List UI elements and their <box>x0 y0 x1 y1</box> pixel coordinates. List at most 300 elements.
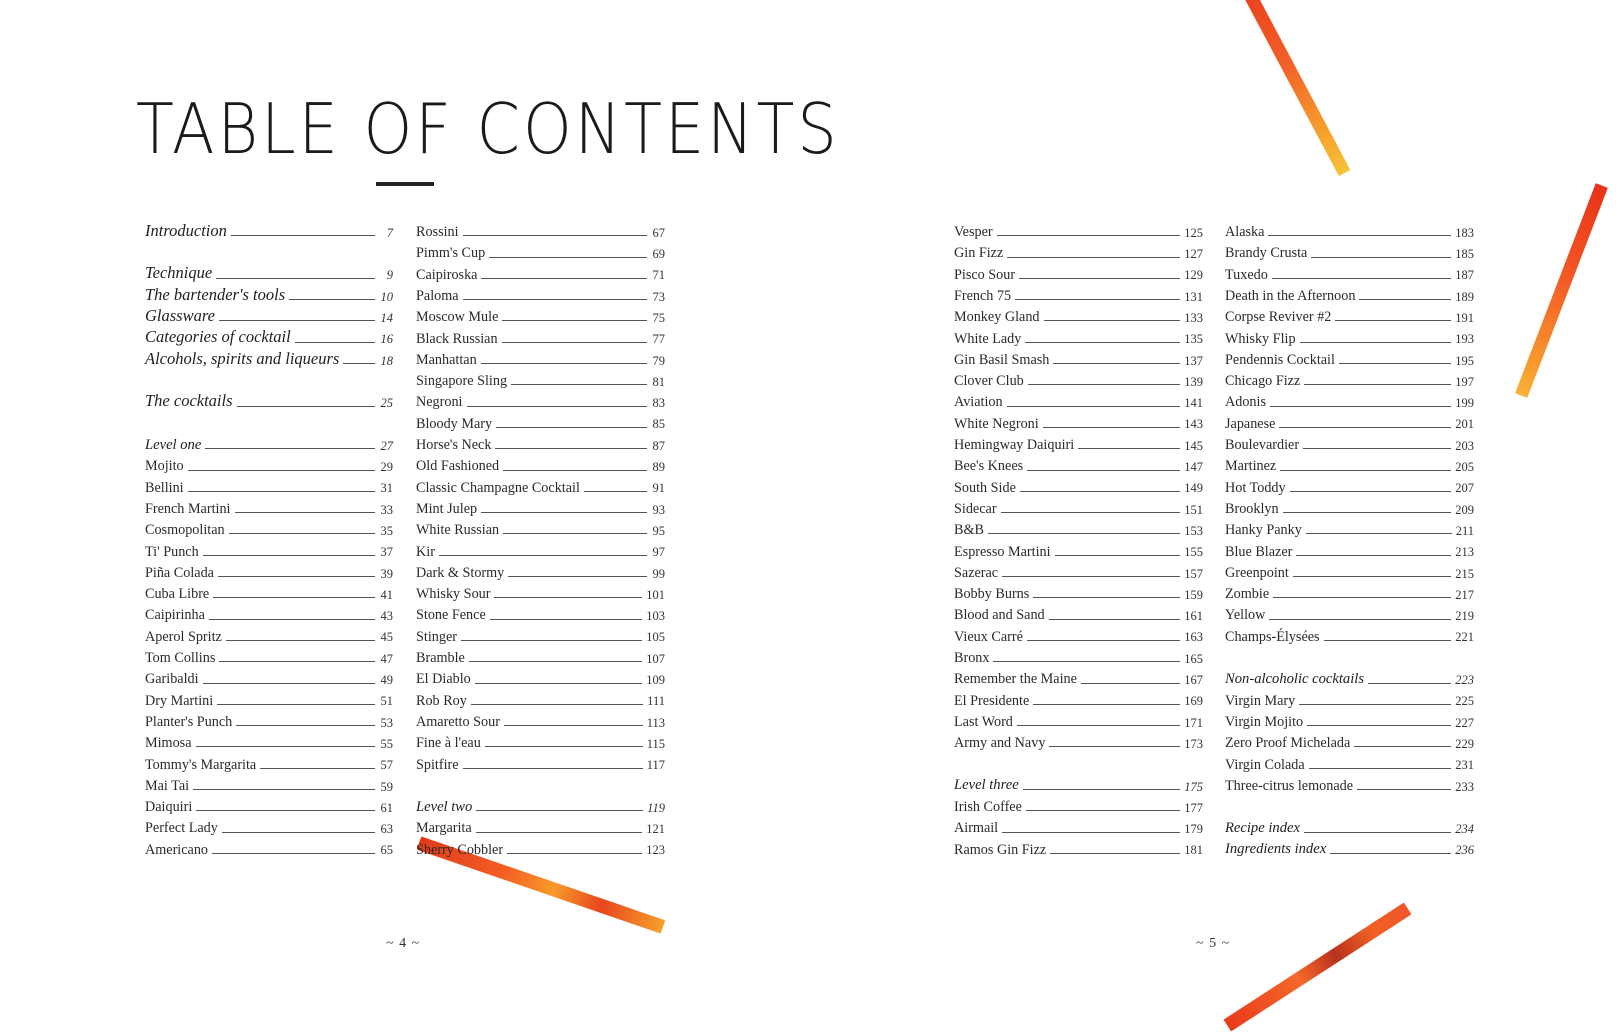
toc-entry[interactable] <box>145 665 393 686</box>
dot-leader <box>212 853 375 854</box>
toc-entry-page: 93 <box>652 502 665 517</box>
toc-entry[interactable] <box>954 452 1203 473</box>
dot-leader <box>993 661 1180 662</box>
toc-entry-label: Paloma <box>416 287 459 304</box>
toc-entry[interactable] <box>416 665 665 686</box>
toc-entry-label: Daiquiri <box>145 799 193 816</box>
toc-section-heading[interactable] <box>145 431 393 452</box>
dot-leader <box>502 320 647 321</box>
toc-entry[interactable] <box>1225 729 1474 750</box>
toc-entry[interactable] <box>145 750 393 771</box>
toc-entry-page: 77 <box>652 332 665 347</box>
toc-entry-page: 103 <box>646 609 665 624</box>
toc-section-heading[interactable] <box>145 218 393 239</box>
toc-entry-page: 139 <box>1184 374 1203 389</box>
dot-leader <box>1044 320 1181 321</box>
dot-leader <box>289 299 375 300</box>
dot-leader <box>213 597 375 598</box>
toc-entry[interactable] <box>1225 218 1474 239</box>
toc-entry[interactable] <box>416 388 665 409</box>
toc-entry[interactable] <box>954 644 1203 665</box>
toc-entry[interactable] <box>145 474 393 495</box>
toc-entry[interactable] <box>416 367 665 388</box>
toc-entry[interactable] <box>145 793 393 814</box>
toc-entry[interactable] <box>416 559 665 580</box>
toc-entry[interactable] <box>145 537 393 558</box>
toc-entry-label: Martinez <box>1225 458 1277 475</box>
toc-section-heading[interactable] <box>145 282 393 303</box>
toc-entry[interactable] <box>1225 282 1474 303</box>
toc-entry-label: Amaretto Sour <box>416 713 500 730</box>
toc-entry-label: Greenpoint <box>1225 564 1289 581</box>
toc-entry-label: French Martini <box>145 500 231 517</box>
dot-leader <box>1357 789 1451 790</box>
toc-entry-page: 111 <box>647 694 665 709</box>
toc-entry[interactable] <box>954 495 1203 516</box>
toc-spacer <box>954 750 1203 771</box>
toc-entry[interactable] <box>1225 623 1474 644</box>
toc-entry-page: 7 <box>386 225 393 240</box>
toc-entry[interactable] <box>145 495 393 516</box>
toc-spacer <box>1225 793 1474 814</box>
dot-leader <box>235 512 376 513</box>
toc-column-2 <box>416 218 665 857</box>
toc-entry[interactable] <box>416 623 665 644</box>
toc-entry[interactable] <box>954 665 1203 686</box>
toc-entry-page: 35 <box>380 523 393 538</box>
toc-entry-label: Vesper <box>954 224 993 241</box>
toc-entry-page: 25 <box>380 396 393 411</box>
toc-entry-page: 137 <box>1184 353 1203 368</box>
toc-entry[interactable] <box>1225 410 1474 431</box>
dot-leader <box>229 533 375 534</box>
toc-entry[interactable] <box>1225 431 1474 452</box>
toc-entry-label: Corpse Reviver #2 <box>1225 309 1332 326</box>
toc-entry-page: 153 <box>1184 523 1203 538</box>
toc-entry[interactable] <box>954 537 1203 558</box>
toc-section-heading[interactable] <box>416 793 665 814</box>
dot-leader <box>507 853 642 854</box>
decorative-stripe <box>1515 183 1608 398</box>
toc-entry-label: The cocktails <box>145 391 233 411</box>
dot-leader <box>226 640 375 641</box>
toc-entry-page: 173 <box>1184 736 1203 751</box>
toc-entry[interactable] <box>1225 452 1474 473</box>
toc-column-1 <box>145 218 393 857</box>
toc-entry-label: Irish Coffee <box>954 799 1022 816</box>
toc-entry[interactable] <box>145 559 393 580</box>
toc-entry-page: 61 <box>380 800 393 815</box>
toc-entry[interactable] <box>145 687 393 708</box>
toc-entry-page: 115 <box>646 736 665 751</box>
toc-entry[interactable] <box>954 687 1203 708</box>
toc-entry[interactable] <box>1225 324 1474 345</box>
toc-entry-label: Ingredients index <box>1225 841 1327 858</box>
dot-leader <box>476 810 643 811</box>
toc-entry-page: 79 <box>652 353 665 368</box>
toc-section-heading[interactable] <box>1225 665 1474 686</box>
toc-entry-label: Planter's Punch <box>145 713 233 730</box>
dot-leader <box>1270 406 1451 407</box>
toc-entry-label: Stone Fence <box>416 607 486 624</box>
toc-section-heading[interactable] <box>145 346 393 367</box>
toc-entry[interactable] <box>1225 261 1474 282</box>
dot-leader <box>203 683 375 684</box>
toc-entry[interactable] <box>416 836 665 857</box>
dot-leader <box>1359 299 1451 300</box>
dot-leader <box>1279 427 1451 428</box>
toc-entry-label: Piña Colada <box>145 564 214 581</box>
toc-entry-page: 175 <box>1184 779 1203 794</box>
toc-entry[interactable] <box>1225 346 1474 367</box>
toc-entry-label: Level two <box>416 798 473 815</box>
toc-entry-label: Kir <box>416 543 435 560</box>
toc-entry-page: 213 <box>1455 545 1474 560</box>
toc-entry[interactable] <box>416 346 665 367</box>
toc-entry-page: 31 <box>380 481 393 496</box>
toc-entry[interactable] <box>416 282 665 303</box>
toc-entry-page: 233 <box>1455 779 1474 794</box>
toc-entry-page: 97 <box>652 545 665 560</box>
dot-leader <box>1053 363 1180 364</box>
toc-entry[interactable] <box>416 474 665 495</box>
toc-entry-label: Classic Champagne Cocktail <box>416 479 580 496</box>
dot-leader <box>988 533 1180 534</box>
toc-entry[interactable] <box>416 814 665 835</box>
toc-entry[interactable] <box>416 580 665 601</box>
toc-entry-page: 27 <box>380 438 393 453</box>
dot-leader <box>1055 555 1181 556</box>
toc-entry-page: 215 <box>1455 566 1474 581</box>
toc-entry-page: 59 <box>380 779 393 794</box>
toc-column-3 <box>954 218 1203 857</box>
toc-entry-label: Moscow Mule <box>416 309 499 326</box>
toc-spacer <box>145 410 393 431</box>
toc-entry-page: 81 <box>652 374 665 389</box>
toc-entry[interactable] <box>416 537 665 558</box>
toc-entry-page: 189 <box>1455 289 1474 304</box>
toc-entry[interactable] <box>954 729 1203 750</box>
dot-leader <box>511 384 647 385</box>
toc-entry-page: 14 <box>380 310 393 325</box>
dot-leader <box>219 661 375 662</box>
dot-leader <box>1309 768 1452 769</box>
toc-entry[interactable] <box>954 324 1203 345</box>
dot-leader <box>1027 640 1180 641</box>
toc-entry[interactable] <box>145 452 393 473</box>
toc-entry[interactable] <box>1225 388 1474 409</box>
toc-entry-label: Technique <box>145 263 213 283</box>
toc-entry[interactable] <box>954 346 1203 367</box>
toc-entry[interactable] <box>416 410 665 431</box>
toc-entry[interactable] <box>954 601 1203 622</box>
toc-entry-page: 85 <box>652 417 665 432</box>
toc-entry-label: Clover Club <box>954 373 1024 390</box>
toc-entry-label: Zero Proof Michelada <box>1225 735 1351 752</box>
dot-leader <box>503 533 647 534</box>
toc-entry-page: 207 <box>1455 481 1474 496</box>
toc-entry-label: Mai Tai <box>145 777 190 794</box>
toc-entry[interactable] <box>954 303 1203 324</box>
toc-entry[interactable] <box>416 218 665 239</box>
dot-leader <box>496 427 647 428</box>
toc-entry[interactable] <box>416 516 665 537</box>
toc-entry-label: Singapore Sling <box>416 373 508 390</box>
toc-entry-label: Ti' Punch <box>145 543 199 560</box>
toc-section-heading[interactable] <box>1225 814 1474 835</box>
toc-entry-label: Hemingway Daiquiri <box>954 437 1075 454</box>
toc-entry[interactable] <box>954 559 1203 580</box>
dot-leader <box>1293 576 1451 577</box>
toc-section-heading[interactable] <box>1225 836 1474 857</box>
toc-entry-label: Horse's Neck <box>416 437 492 454</box>
dot-leader <box>489 257 647 258</box>
toc-entry-label: Monkey Gland <box>954 309 1040 326</box>
toc-entry-label: B&B <box>954 522 984 539</box>
toc-entry-page: 101 <box>646 587 665 602</box>
toc-entry[interactable] <box>1225 772 1474 793</box>
toc-entry-label: Margarita <box>416 820 472 837</box>
toc-entry-label: Japanese <box>1225 415 1276 432</box>
toc-entry-label: Gin Fizz <box>954 245 1004 262</box>
dot-leader <box>1002 576 1180 577</box>
toc-entry-page: 16 <box>380 332 393 347</box>
toc-entry[interactable] <box>1225 474 1474 495</box>
dot-leader <box>1025 342 1180 343</box>
toc-entry[interactable] <box>1225 559 1474 580</box>
toc-entry[interactable] <box>145 580 393 601</box>
toc-entry[interactable] <box>416 303 665 324</box>
dot-leader <box>1028 384 1180 385</box>
toc-entry-label: Virgin Colada <box>1225 756 1305 773</box>
toc-entry[interactable] <box>954 239 1203 260</box>
dot-leader <box>1049 746 1180 747</box>
dot-leader <box>1020 491 1180 492</box>
toc-entry[interactable] <box>416 431 665 452</box>
toc-entry-page: 65 <box>380 843 393 858</box>
toc-section-heading[interactable] <box>954 772 1203 793</box>
toc-entry[interactable] <box>954 410 1203 431</box>
toc-entry-label: El Diablo <box>416 671 471 688</box>
toc-entry[interactable] <box>416 687 665 708</box>
toc-entry[interactable] <box>954 516 1203 537</box>
toc-entry[interactable] <box>1225 495 1474 516</box>
dot-leader <box>1002 832 1180 833</box>
dot-leader <box>1354 746 1451 747</box>
toc-entry-label: Boulevardier <box>1225 437 1300 454</box>
toc-entry[interactable] <box>954 367 1203 388</box>
toc-entry-page: 45 <box>380 630 393 645</box>
toc-entry-label: Spitfire <box>416 756 459 773</box>
toc-entry[interactable] <box>954 708 1203 729</box>
toc-entry-page: 201 <box>1455 417 1474 432</box>
toc-entry[interactable] <box>145 708 393 729</box>
dot-leader <box>1268 235 1451 236</box>
dot-leader <box>1015 299 1180 300</box>
toc-entry[interactable] <box>1225 303 1474 324</box>
toc-entry-page: 209 <box>1455 502 1474 517</box>
toc-entry[interactable] <box>416 601 665 622</box>
toc-entry-page: 135 <box>1184 332 1203 347</box>
toc-entry-label: Brooklyn <box>1225 500 1279 517</box>
toc-section-heading[interactable] <box>145 388 393 409</box>
toc-entry-page: 113 <box>646 715 665 730</box>
dot-leader <box>188 491 375 492</box>
toc-entry[interactable] <box>416 750 665 771</box>
toc-entry[interactable] <box>954 282 1203 303</box>
dot-leader <box>1272 278 1451 279</box>
toc-entry-label: Categories of cocktail <box>145 327 291 347</box>
toc-entry[interactable] <box>145 644 393 665</box>
toc-entry[interactable] <box>145 623 393 644</box>
toc-entry-page: 223 <box>1455 673 1474 688</box>
dot-leader <box>1280 470 1451 471</box>
toc-entry-page: 229 <box>1455 736 1474 751</box>
toc-entry-label: Remember the Maine <box>954 671 1077 688</box>
dot-leader <box>502 342 647 343</box>
dot-leader <box>481 363 647 364</box>
dot-leader <box>1078 448 1180 449</box>
toc-entry[interactable] <box>416 239 665 260</box>
toc-entry-label: South Side <box>954 479 1016 496</box>
dot-leader <box>481 278 647 279</box>
toc-entry[interactable] <box>954 793 1203 814</box>
toc-entry-label: Ramos Gin Fizz <box>954 841 1047 858</box>
toc-entry-page: 99 <box>652 566 665 581</box>
toc-entry[interactable] <box>145 814 393 835</box>
dot-leader <box>439 555 647 556</box>
toc-entry[interactable] <box>954 580 1203 601</box>
toc-entry-page: 75 <box>652 310 665 325</box>
toc-entry-page: 143 <box>1184 417 1203 432</box>
dot-leader <box>1049 619 1181 620</box>
toc-entry-label: Hanky Panky <box>1225 522 1302 539</box>
dot-leader <box>584 491 647 492</box>
dot-leader <box>1307 725 1451 726</box>
toc-entry[interactable] <box>416 261 665 282</box>
toc-entry-page: 47 <box>380 651 393 666</box>
toc-entry-label: Recipe index <box>1225 820 1300 837</box>
dot-leader <box>494 597 642 598</box>
toc-entry-label: Bobby Burns <box>954 586 1030 603</box>
dot-leader <box>236 725 375 726</box>
toc-entry[interactable] <box>145 516 393 537</box>
toc-entry[interactable] <box>416 708 665 729</box>
toc-entry[interactable] <box>1225 367 1474 388</box>
toc-entry-label: Army and Navy <box>954 735 1046 752</box>
toc-entry[interactable] <box>145 729 393 750</box>
toc-entry[interactable] <box>954 623 1203 644</box>
toc-entry[interactable] <box>954 261 1203 282</box>
toc-entry[interactable] <box>1225 516 1474 537</box>
dot-leader <box>216 278 375 279</box>
dot-leader <box>1311 257 1451 258</box>
toc-entry-page: 18 <box>380 353 393 368</box>
toc-entry-label: Rossini <box>416 224 459 241</box>
toc-entry-page: 155 <box>1184 545 1203 560</box>
toc-entry-page: 219 <box>1455 609 1474 624</box>
toc-entry[interactable] <box>416 729 665 750</box>
toc-entry[interactable] <box>954 431 1203 452</box>
toc-entry[interactable] <box>1225 687 1474 708</box>
toc-entry[interactable] <box>1225 537 1474 558</box>
dot-leader <box>1306 533 1452 534</box>
toc-entry-label: Negroni <box>416 394 463 411</box>
toc-entry-label: French 75 <box>954 287 1012 304</box>
toc-entry-page: 181 <box>1184 843 1203 858</box>
toc-entry-page: 177 <box>1184 800 1203 815</box>
toc-entry-page: 203 <box>1455 438 1474 453</box>
toc-section-heading[interactable] <box>145 303 393 324</box>
toc-section-heading[interactable] <box>145 261 393 282</box>
toc-entry-page: 49 <box>380 673 393 688</box>
toc-entry-label: Cuba Libre <box>145 586 210 603</box>
toc-entry[interactable] <box>954 836 1203 857</box>
toc-entry-label: Bramble <box>416 650 465 667</box>
toc-entry[interactable] <box>954 474 1203 495</box>
toc-spacer <box>1225 644 1474 665</box>
toc-entry-label: Old Fashioned <box>416 458 500 475</box>
dot-leader <box>222 832 375 833</box>
toc-entry-label: Manhattan <box>416 351 477 368</box>
toc-entry-page: 33 <box>380 502 393 517</box>
toc-entry[interactable] <box>954 388 1203 409</box>
dot-leader <box>1330 853 1451 854</box>
toc-entry[interactable] <box>954 218 1203 239</box>
toc-entry[interactable] <box>145 836 393 857</box>
toc-entry[interactable] <box>416 644 665 665</box>
toc-entry-label: Pimm's Cup <box>416 245 486 262</box>
toc-entry-page: 127 <box>1184 247 1203 262</box>
toc-spacer <box>145 239 393 260</box>
toc-entry[interactable] <box>1225 750 1474 771</box>
toc-entry-page: 167 <box>1184 673 1203 688</box>
dot-leader <box>1007 257 1180 258</box>
toc-entry-page: 211 <box>1455 523 1474 538</box>
toc-entry[interactable] <box>416 495 665 516</box>
dot-leader <box>1299 704 1451 705</box>
toc-entry-label: Introduction <box>145 220 227 240</box>
dot-leader <box>997 235 1181 236</box>
toc-entry-label: Death in the Afternoon <box>1225 287 1356 304</box>
toc-entry-page: 109 <box>646 673 665 688</box>
toc-entry-page: 10 <box>380 289 393 304</box>
toc-entry[interactable] <box>416 324 665 345</box>
dot-leader <box>469 661 642 662</box>
toc-entry[interactable] <box>416 452 665 473</box>
dot-leader <box>218 576 375 577</box>
dot-leader <box>1304 832 1451 833</box>
toc-entry-label: Caipirinha <box>145 607 205 624</box>
toc-entry-page: 205 <box>1455 460 1474 475</box>
toc-entry[interactable] <box>1225 601 1474 622</box>
dot-leader <box>1300 342 1452 343</box>
toc-entry-page: 131 <box>1184 289 1203 304</box>
toc-entry[interactable] <box>1225 239 1474 260</box>
toc-entry[interactable] <box>1225 580 1474 601</box>
toc-entry[interactable] <box>954 814 1203 835</box>
toc-entry-label: Perfect Lady <box>145 820 218 837</box>
toc-entry[interactable] <box>1225 708 1474 729</box>
toc-entry-label: Yellow <box>1225 607 1266 624</box>
toc-entry-label: Vieux Carré <box>954 628 1023 645</box>
toc-section-heading[interactable] <box>145 324 393 345</box>
toc-entry[interactable] <box>145 601 393 622</box>
dot-leader <box>1339 363 1451 364</box>
toc-entry[interactable] <box>145 772 393 793</box>
dot-leader <box>463 235 647 236</box>
toc-entry-page: 9 <box>386 268 393 283</box>
